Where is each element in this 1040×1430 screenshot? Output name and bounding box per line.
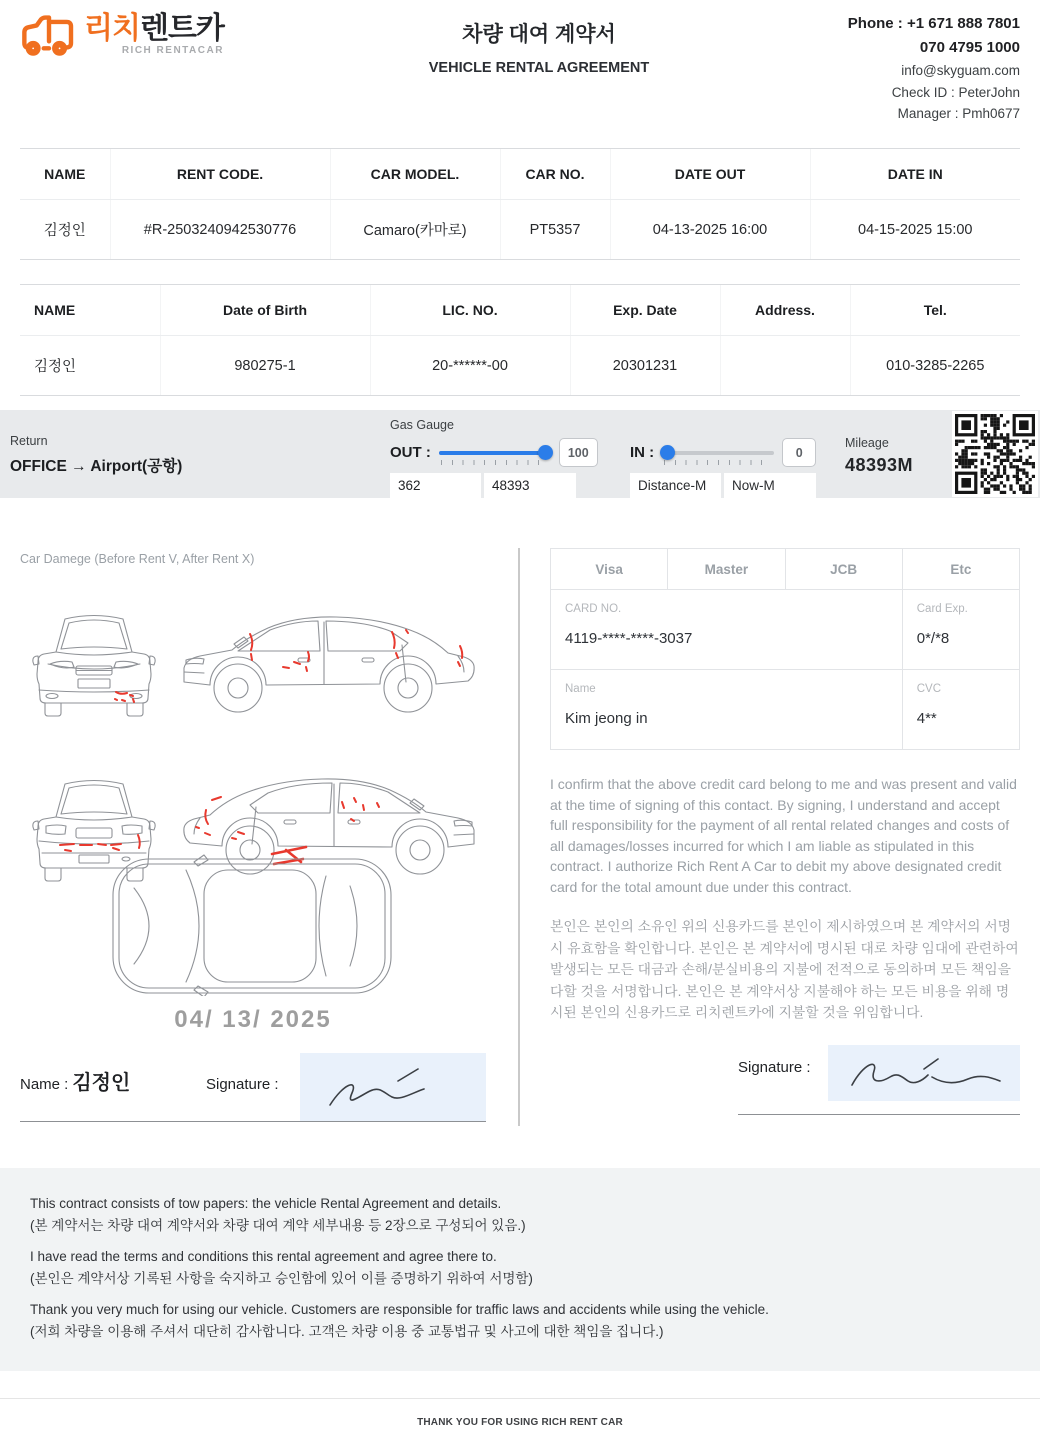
driver-info-table	[20, 284, 1020, 396]
rent-code: #R-2503240942530776	[110, 200, 330, 260]
col-driver-name: NAME	[20, 285, 160, 336]
note-line: I have read the terms and conditions this rental agreement and agree there to. (본인은 계약서상 기록된 사항을 숙지하고 승인함에 있어 이를 증명하기 위하여 서명함)	[30, 1249, 533, 1286]
renter-name-value: 김정인	[72, 1072, 131, 1094]
return-route: OFFICE → Airport(공항)	[10, 458, 183, 475]
card-exp-value: 0*/*8	[916, 630, 950, 647]
bottom-note	[0, 1398, 1040, 1430]
rental-info-table	[20, 148, 1020, 260]
out-mileage-input[interactable]	[484, 473, 576, 498]
agreement-paragraph-kr: 본인은 본인의 소유인 위의 신용카드를 본인이 제시하였으며 본 계약서의 서명시 유효함을 확인합니다. 본인은 본 계약서에 명시된 대로 차량 임대에 관련하여 발생되는 모든 대금과 손해/분실비용의 지불에 전적으로 동의하며 모든 책임을 다할 것을 서명합니다. 본인은 본 계약서상 지불해야 하는 모든 비용을 위해 명시된 본인의 신용카드로 리치렌트카에 지불할 것을 위임합니다.	[550, 919, 1019, 1020]
car-side-view-right	[184, 779, 474, 874]
col-exp-date: Exp. Date	[570, 285, 720, 336]
cvc-label: CVC	[916, 683, 942, 695]
credit-card-table	[550, 548, 1020, 750]
signature-label-left: Signature :	[206, 1076, 279, 1093]
gas-in-value[interactable]: 0	[782, 438, 816, 467]
gauge-band	[0, 410, 1040, 498]
page-header	[0, 0, 1040, 148]
car-no: PT5357	[500, 200, 610, 260]
car-damage-diagram	[20, 568, 486, 996]
date-in: 04-15-2025 15:00	[810, 200, 1020, 260]
truck-logo-icon	[20, 14, 78, 58]
car-model: Camaro(카마로)	[330, 200, 500, 260]
renter-signature-stroke	[300, 1053, 486, 1121]
driver-address	[720, 336, 850, 396]
phone-secondary: 070 4795 1000	[919, 39, 1020, 56]
card-brand-visa[interactable]: Visa	[551, 549, 668, 590]
manager: Manager : Pmh0677	[897, 106, 1020, 122]
col-rent-code: RENT CODE.	[110, 149, 330, 200]
car-side-view-right-damage	[196, 797, 379, 864]
card-exp-label: Card Exp.	[916, 603, 968, 615]
driver-dob: 980275-1	[160, 336, 370, 396]
thank-you-text: THANK YOU FOR USING RICH RENT CAR	[417, 1416, 623, 1428]
card-no-label: CARD NO.	[565, 603, 622, 615]
car-top-view	[113, 855, 391, 996]
car-damage-label: Car Damege (Before Rent V, After Rent X)	[20, 552, 255, 566]
renter-name: 김정인	[20, 200, 110, 260]
page-title-kr: 차량 대여 계약서	[462, 23, 616, 46]
gas-out-slider-thumb[interactable]	[538, 445, 553, 460]
note-line: This contract consists of tow papers: the vehicle Rental Agreement and details. (본 계약서는 차량 대여 계약서와 차량 대여 계약 세부내용 등 2장으로 구성되어 있음.)	[30, 1196, 526, 1233]
cardholder-signature-pad[interactable]	[828, 1045, 1020, 1101]
signature-label-right: Signature :	[738, 1059, 811, 1077]
car-side-view-left	[184, 617, 474, 712]
gas-out-value[interactable]: 100	[559, 438, 598, 467]
date-out: 04-13-2025 16:00	[610, 200, 810, 260]
column-divider	[518, 548, 520, 1126]
in-distance-input[interactable]	[630, 473, 721, 498]
gauge-out-label: OUT :	[390, 444, 431, 461]
gas-in-slider[interactable]	[662, 451, 774, 455]
in-mileage-input[interactable]	[724, 473, 816, 498]
gas-gauge-label: Gas Gauge	[390, 418, 454, 432]
check-id: Check ID : PeterJohn	[891, 84, 1020, 100]
agreement-date: 04/ 13/ 2025	[174, 1006, 332, 1033]
renter-signature-pad[interactable]	[300, 1053, 486, 1121]
car-front-view	[33, 616, 155, 717]
card-brand-master[interactable]: Master	[668, 549, 785, 590]
gas-in-slider-thumb[interactable]	[660, 445, 675, 460]
out-distance-input[interactable]	[390, 473, 481, 498]
gas-out-slider[interactable]	[439, 451, 551, 455]
brand-name: 리치렌트카	[84, 12, 224, 45]
agreement-paragraph-en: I confirm that the above credit card belong to me and was present and valid at the time of signing of this contact. By signing, I understand and accept full responsibility for the payment of all rental related changes and costs of all damages/losses incurred for which I am liable as stipulated in this contract. I authorize Rich Rent A Car to debit my above designated credit card for the total amount due under this contract.	[550, 776, 1017, 895]
rental-row	[20, 200, 1020, 260]
col-tel: Tel.	[850, 285, 1020, 336]
name-label: Name :	[20, 1076, 69, 1093]
cardholder-signature-stroke	[828, 1045, 1020, 1101]
page-title-en: VEHICLE RENTAL AGREEMENT	[428, 60, 650, 76]
renter-signature-row	[20, 1048, 486, 1122]
qr-code	[952, 411, 1038, 497]
brand-logo	[20, 12, 270, 148]
mileage-value: 48393M	[845, 455, 914, 475]
note-line: Thank you very much for using our vehicle. Customers are responsible for traffic laws and accidents while using the vehicle. (저희 차량을 이용해 주셔서 대단히 감사합니다. 고객은 차량 이용 중 교통법규 및 사고에 대한 책임을 집니다.)	[30, 1302, 769, 1339]
contact-info	[808, 12, 1020, 148]
col-lic-no: LIC. NO.	[370, 285, 570, 336]
driver-name: 김정인	[20, 336, 160, 396]
contract-notes	[0, 1168, 1040, 1371]
card-brand-etc[interactable]: Etc	[902, 549, 1019, 590]
cardholder-signature-row	[738, 1053, 1020, 1115]
return-label: Return	[10, 434, 48, 448]
col-name: NAME	[20, 149, 110, 200]
card-brand-jcb[interactable]: JCB	[785, 549, 902, 590]
brand-name-en: RICH RENTACAR	[121, 45, 224, 56]
card-name-value: Kim jeong in	[565, 710, 648, 727]
driver-exp-date: 20301231	[570, 336, 720, 396]
phone-primary: Phone : +1 671 888 7801	[847, 15, 1020, 32]
col-dob: Date of Birth	[160, 285, 370, 336]
card-no-value: 4119-****-****-3037	[565, 630, 693, 647]
driver-lic-no: 20-******-00	[370, 336, 570, 396]
driver-row	[20, 336, 1020, 396]
card-name-label: Name	[565, 683, 596, 695]
col-address: Address.	[720, 285, 850, 336]
col-car-no: CAR NO.	[500, 149, 610, 200]
col-date-in: DATE IN	[810, 149, 1020, 200]
email: info@skyguam.com	[901, 63, 1020, 78]
col-car-model: CAR MODEL.	[330, 149, 500, 200]
col-date-out: DATE OUT	[610, 149, 810, 200]
driver-tel: 010-3285-2265	[850, 336, 1020, 396]
gauge-in-label: IN :	[630, 444, 655, 461]
mileage-label: Mileage	[845, 436, 889, 450]
cvc-value: 4**	[916, 710, 937, 727]
